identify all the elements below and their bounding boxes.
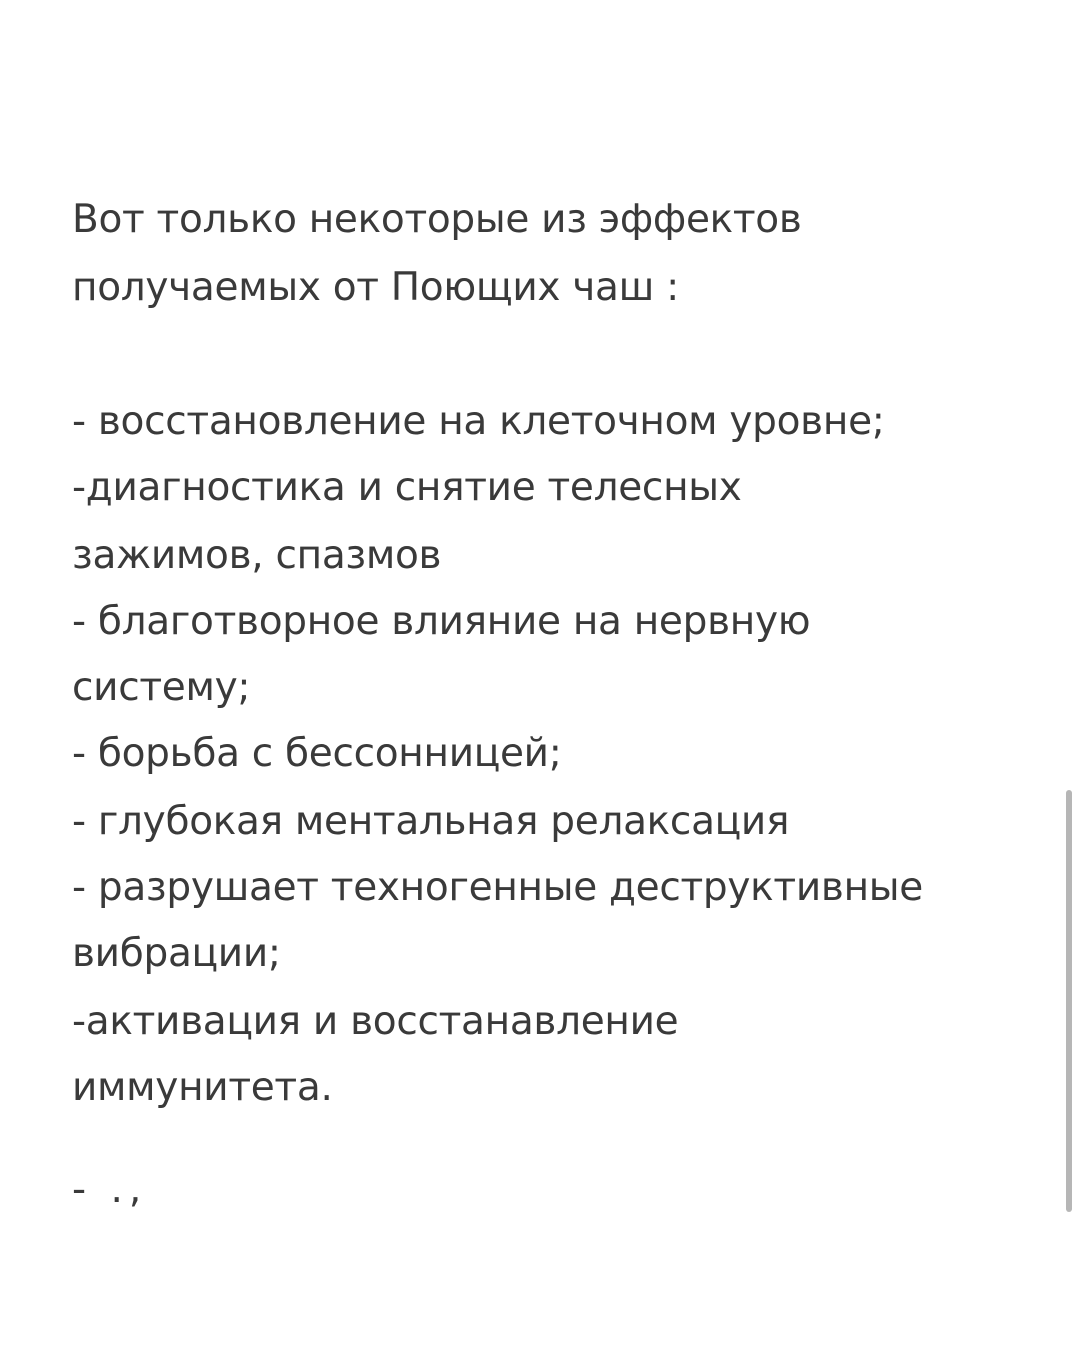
list-item: - глубокая ментальная релаксация <box>72 799 790 844</box>
vertical-scrollbar[interactable] <box>1066 790 1072 1212</box>
list-item-continuation: вибрации; <box>72 931 281 976</box>
list-item: - борьба с бессонницей; <box>72 731 562 776</box>
list-item-continuation: зажимов, спазмов <box>72 533 442 578</box>
list-item: - благотворное влияние на нервную <box>72 599 811 644</box>
list-item-continuation: иммунитета. <box>72 1065 333 1110</box>
list-item-continuation: систему; <box>72 665 251 710</box>
clipped-text: - ., <box>72 1188 148 1212</box>
list-item: - разрушает техногенные деструктивные <box>72 865 923 910</box>
text-line: получаемых от Поющих чаш : <box>72 265 679 310</box>
list-item: -активация и восстанавление <box>72 999 679 1044</box>
clipped-text-line <box>72 1188 147 1212</box>
text-line: Вот только некоторые из эффектов <box>72 197 802 242</box>
list-item: - восстановление на клеточном уровне; <box>72 399 885 444</box>
list-item: -диагностика и снятие телесных <box>72 465 742 510</box>
